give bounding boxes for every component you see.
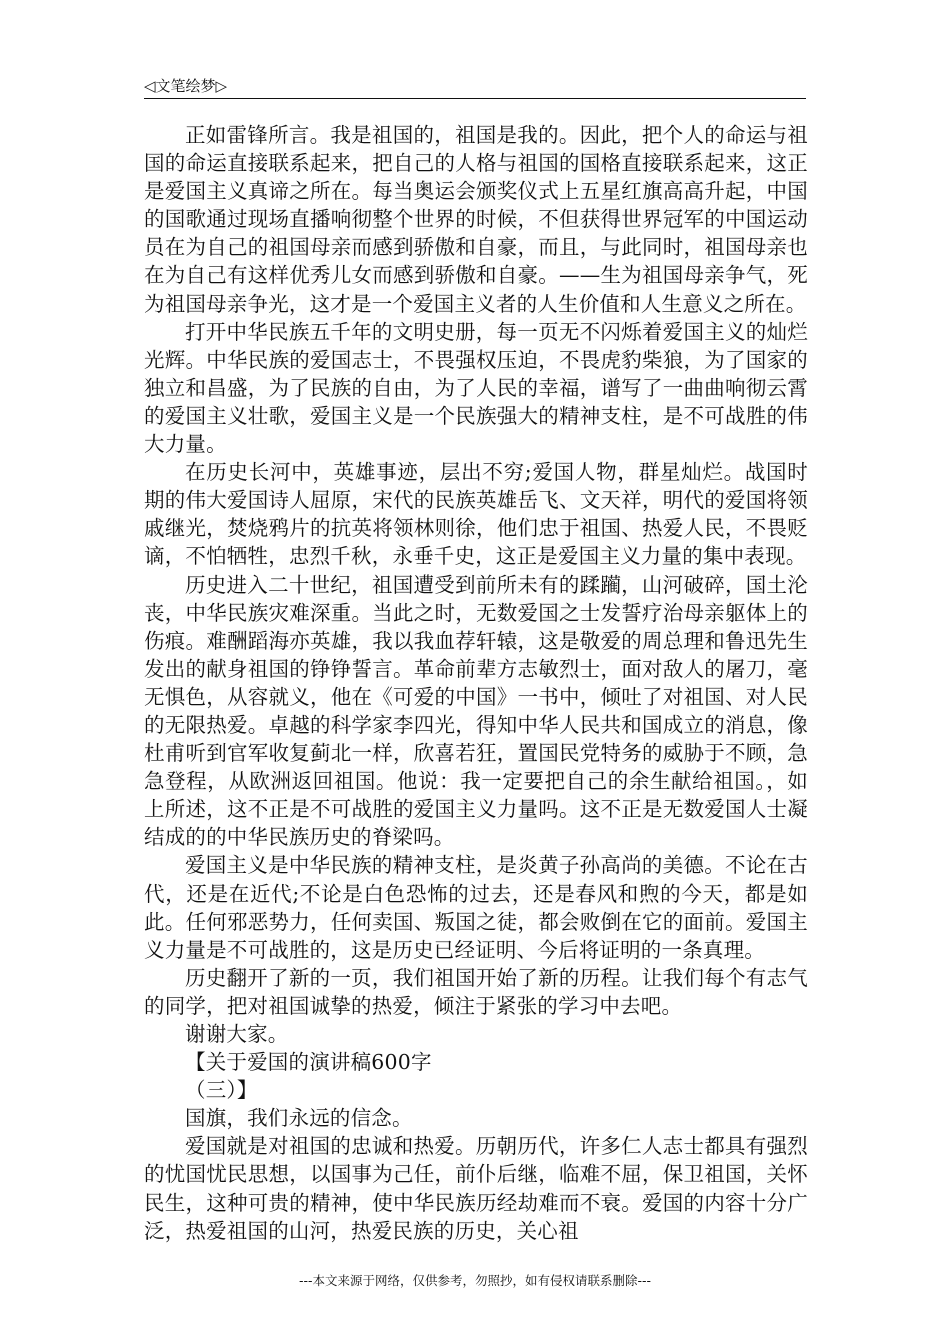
document-header bbox=[144, 74, 806, 98]
paragraph: 爱国主义是中华民族的精神支柱，是炎黄子孙高尚的美德。不论在古代，还是在近代;不论是白色恐怖的过去，还是春风和煦的今天，都是如此。任何邪恶势力，任何卖国、叛国之徒，都会败倒在它的面前。爱国主义力量是不可战胜的，这是历史已经证明、今后将证明的一条真理。 bbox=[144, 853, 808, 962]
footer-notice bbox=[0, 1272, 950, 1290]
paragraph: 历史进入二十世纪，祖国遭受到前所未有的蹂躏，山河破碎，国土沦丧，中华民族灾难深重。当此之时，无数爱国之士发誓疗治母亲躯体上的伤痕。难酬蹈海亦英雄，我以我血荐轩辕，这是敬爱的周总理和鲁迅先生发出的献身祖国的铮铮誓言。革命前辈方志敏烈士，面对敌人的屠刀，毫无惧色，从容就义，他在《可爱的中国》一书中，倾吐了对祖国、对人民的无限热爱。卓越的科学家李四光，得知中华人民共和国成立的消息，像杜甫听到官军收复蓟北一样，欣喜若狂，置国民党特务的威胁于不顾，急急登程，从欧洲返回祖国。他说：我一定要把自己的余生献给祖国。，如上所述，这不正是不可战胜的爱国主义力量吗。这不正是无数爱国人士凝结成的的中华民族历史的脊梁吗。 bbox=[144, 572, 808, 850]
paragraph: 历史翻开了新的一页，我们祖国开始了新的历程。让我们每个有志气的同学，把对祖国诚挚的热爱，倾注于紧张的学习中去吧。 bbox=[144, 965, 808, 1018]
footer-text: ---本文来源于网络，仅供参考，勿照抄，如有侵权请联系删除--- bbox=[298, 1273, 652, 1288]
header-title: ◁文笔绘梦▷ bbox=[144, 77, 228, 95]
closing-line: 谢谢大家。 bbox=[185, 1022, 289, 1046]
document-body bbox=[144, 121, 808, 1245]
paragraph: 在历史长河中，英雄事迹，层出不穷;爱国人物，群星灿烂。战国时期的伟大爱国诗人屈原，宋代的民族英雄岳飞、文天祥，明代的爱国将领戚继光，焚烧鸦片的抗英将领林则徐，他们忠于祖国、热爱人民，不畏贬谪，不怕牺牲，忠烈千秋，永垂千史，这正是爱国主义力量的集中表现。 bbox=[144, 460, 808, 569]
section-heading: 【关于爱国的演讲稿600字 bbox=[185, 1050, 432, 1075]
paragraph: 正如雷锋所言。我是祖国的，祖国是我的。因此，把个人的命运与祖国的命运直接联系起来，把自己的人格与祖国的国格直接联系起来，这正是爱国主义真谛之所在。每当奥运会颁奖仪式上五星红旗高高升起，中国的国歌通过现场直播响彻整个世界的时候，不但获得世界冠军的中国运动员在为自己的祖国母亲而感到骄傲和自豪，而且，与此同时，祖国母亲也在为自己有这样优秀儿女而感到骄傲和自豪。——生为祖国母亲争气，死为祖国母亲争光，这才是一个爱国主义者的人生价值和人生意义之所在。 bbox=[144, 123, 808, 316]
paragraph: 爱国就是对祖国的忠诚和热爱。历朝历代，许多仁人志士都具有强烈的忧国忧民思想，以国事为己任，前仆后继，临难不屈，保卫祖国，关怀民生，这种可贵的精神，使中华民族历经劫难而不衰。爱国的内容十分广泛，热爱祖国的山河，热爱民族的历史，关心祖 bbox=[144, 1134, 808, 1243]
header-divider bbox=[144, 98, 806, 99]
paragraph: 打开中华民族五千年的文明史册，每一页无不闪烁着爱国主义的灿烂光辉。中华民族的爱国志士，不畏强权压迫，不畏虎豹柴狼，为了国家的独立和昌盛，为了民族的自由，为了人民的幸福，谱写了一曲曲响彻云霄的爱国主义壮歌，爱国主义是一个民族强大的精神支柱，是不可战胜的伟大力量。 bbox=[144, 319, 808, 457]
section-heading-number: （三）】 bbox=[185, 1078, 258, 1103]
paragraph: 国旗，我们永远的信念。 bbox=[185, 1106, 413, 1131]
